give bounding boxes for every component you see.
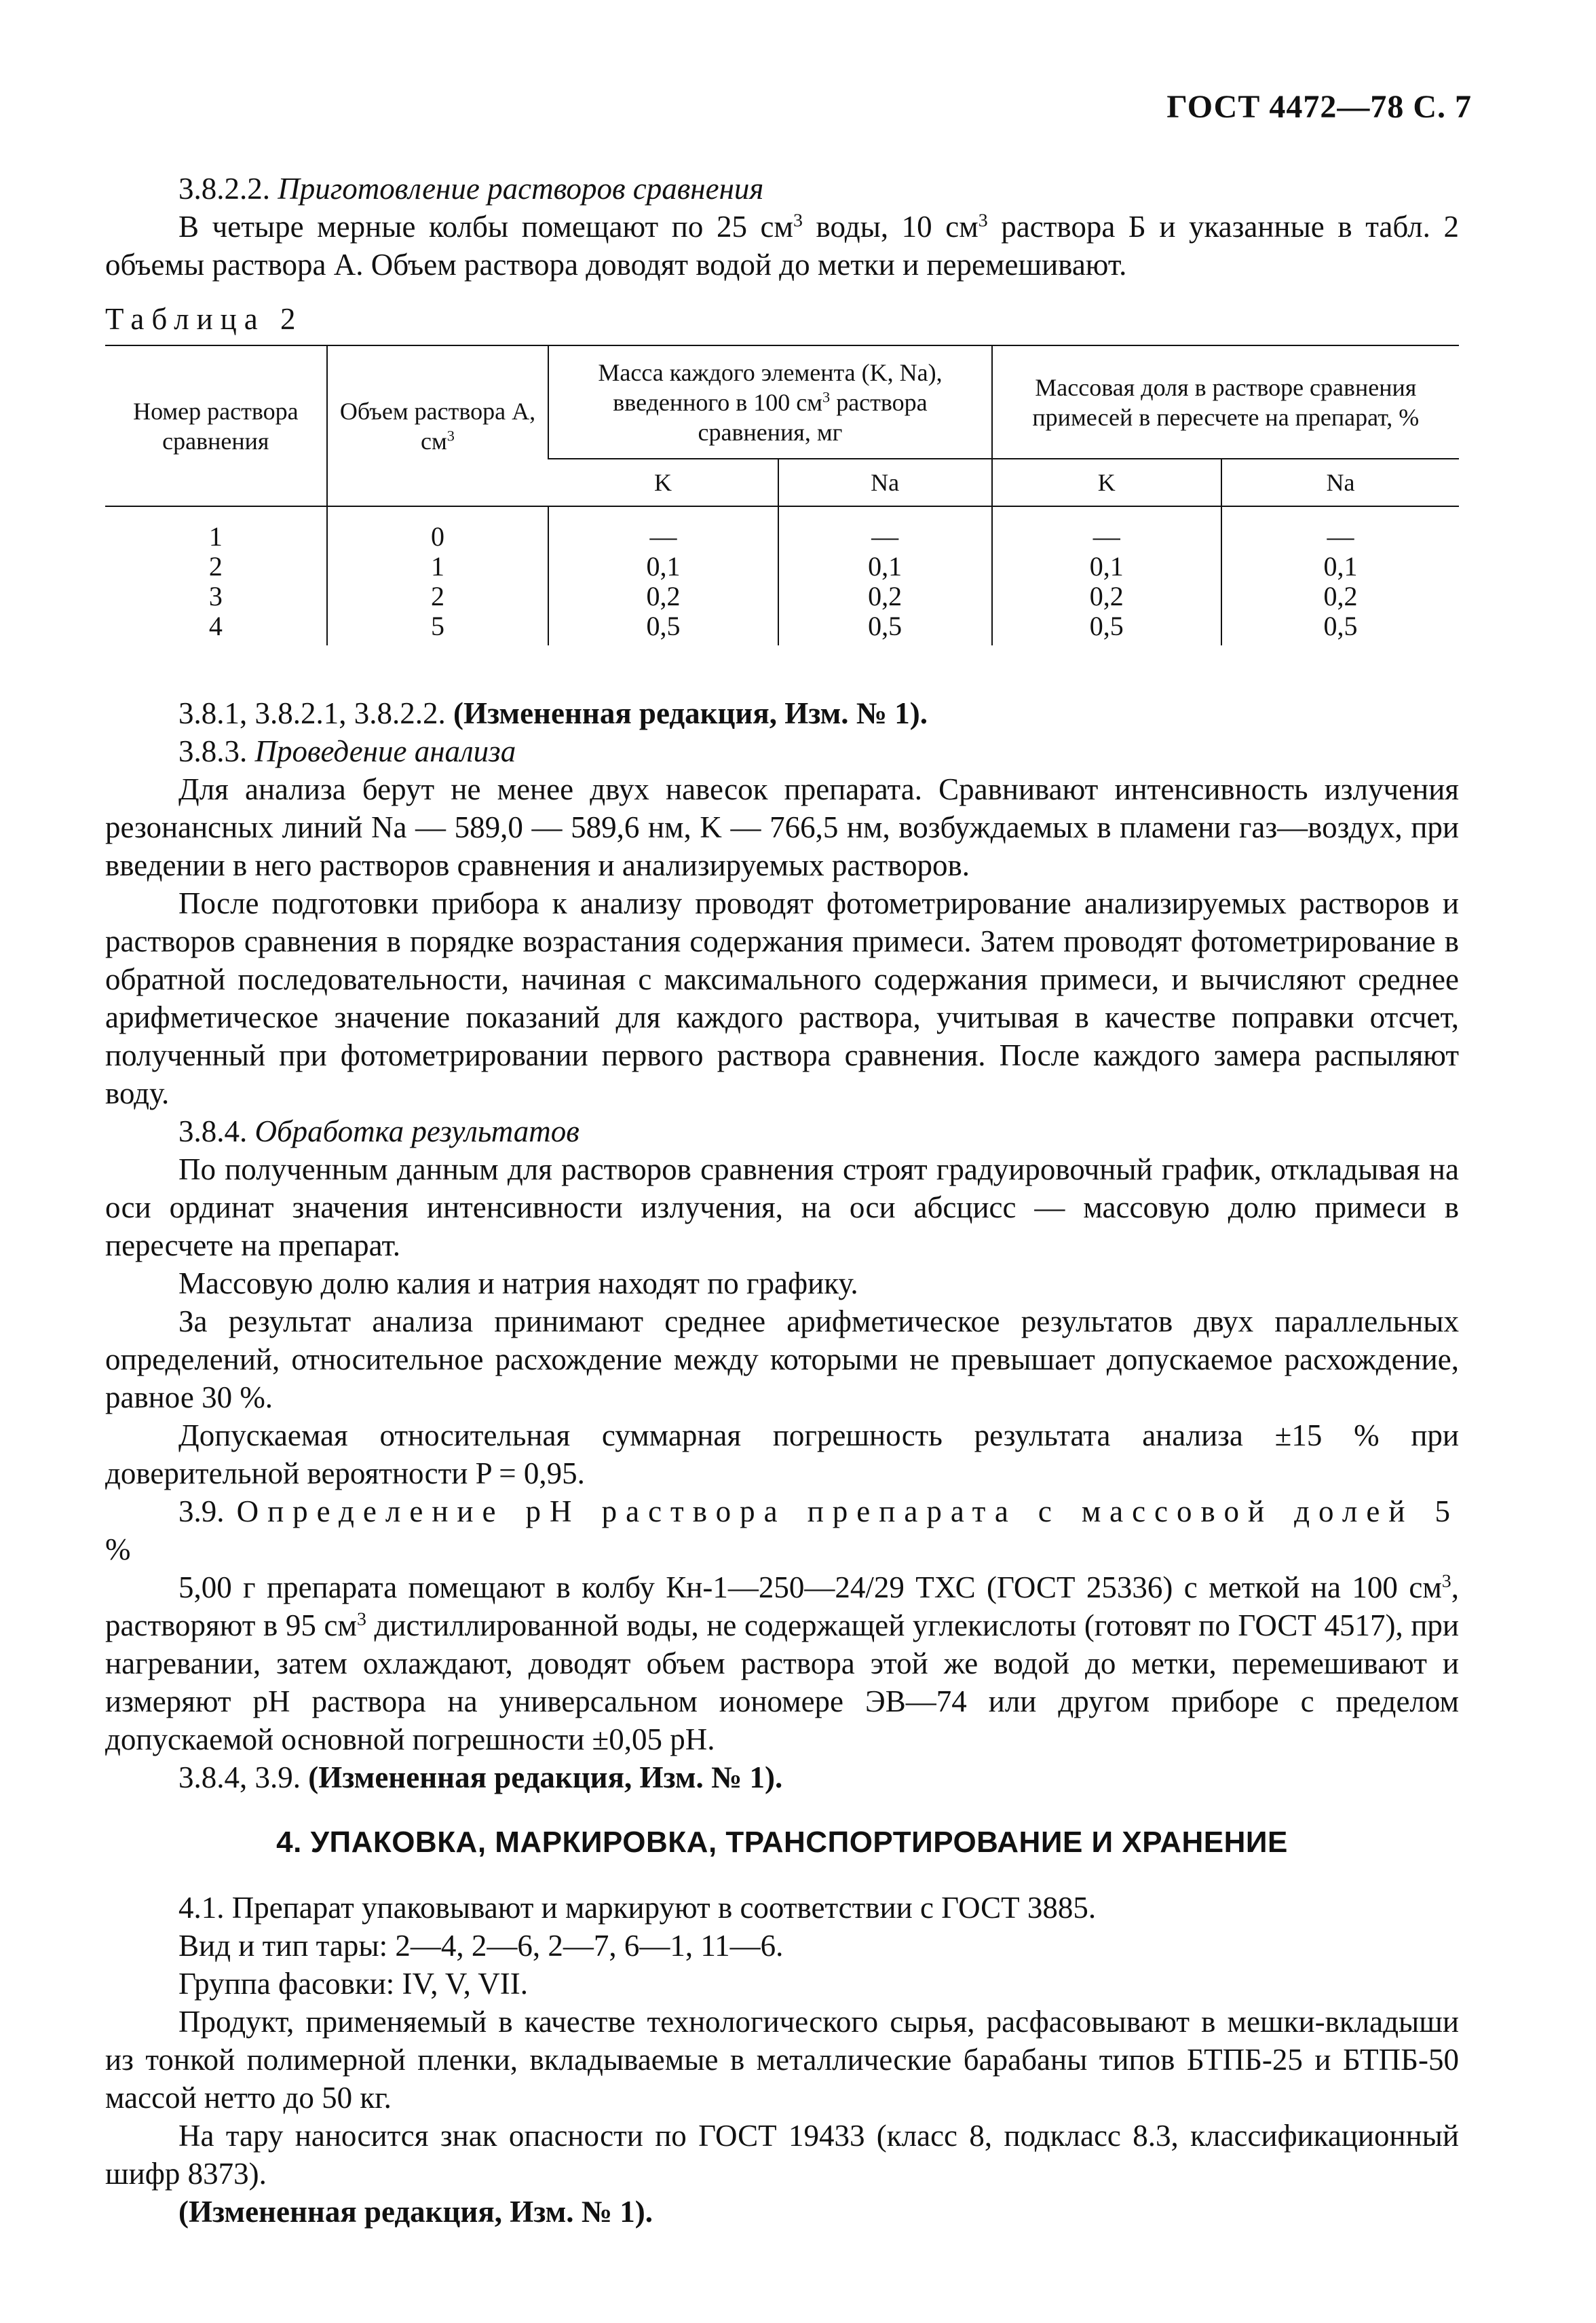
paragraph: Для анализа берут не менее двух навесок препарата. Сравнивают интенсивность излучения резонансных линий Na — 589,0 — 589,6 нм, K — 766,5 нм, возбуждаемых в пламени газ—воздух, при введении в него растворов сравнения и анализируемых растворов. (105, 772, 1459, 882)
section-number: 3.8.3. (178, 734, 248, 768)
table-cell: 5 (327, 611, 549, 645)
amendment-note (105, 694, 1459, 732)
table-cell: 0,5 (992, 611, 1221, 645)
header-volume: Объем раствора А, $см^3$ (327, 345, 549, 506)
table-cell: 0,1 (992, 552, 1221, 582)
section-number: 3.9. (178, 1494, 225, 1528)
table-cell: — (992, 506, 1221, 552)
superscript-3: 3 (356, 1608, 366, 1630)
page-content (105, 170, 1459, 2231)
table-cell: 3 (208, 581, 223, 611)
amendment-ref: 3.8.4, 3.9. (178, 1760, 301, 1794)
section-3-8-3-heading (105, 732, 1459, 770)
table-cell: 0,5 (548, 611, 778, 645)
table-caption: Таблица 2 (105, 302, 303, 336)
section-number: 3.8.4. (178, 1114, 248, 1148)
superscript-3: 3 (1441, 1570, 1451, 1592)
paragraph: По полученным данным для растворов сравнения строят градуировочный график, откладывая на оси ординат значения интенсивности излучения, на оси абсцисс — массовую долю примеси в пересчете на препарат. (105, 1152, 1459, 1262)
header-fraction: Массовая доля в растворе сравнения примесей в пересчете на препарат, % (992, 345, 1459, 459)
header-fraction-na: Na (1221, 459, 1459, 506)
paragraph: Допускаемая относительная суммарная погрешность результата анализа ±15 % при доверительной вероятности P = 0,95. (105, 1418, 1459, 1490)
table-cell: 0,1 (1221, 552, 1459, 582)
amendment-label: (Измененная редакция, Изм. № 1). (308, 1760, 783, 1794)
header-fraction-k: K (992, 459, 1221, 506)
page-header: ГОСТ 4472—78 С. 7 (1166, 89, 1472, 125)
section-3-8-2-2-heading (105, 170, 1459, 208)
section-number: 3.8.2.2. (178, 172, 270, 206)
table-cell: 0 (327, 506, 549, 552)
amendment-ref: 3.8.1, 3.8.2.1, 3.8.2.2. (178, 696, 446, 730)
amendment-label: (Измененная редакция, Изм. № 1). (178, 2195, 653, 2229)
header-mass: Масса каждого элемента (K, Na), введенного в 100 $см^3$ раствора сравнения, мг (548, 345, 991, 459)
paragraph: Группа фасовки: IV, V, VII. (178, 1967, 528, 2001)
superscript-3: 3 (446, 427, 455, 445)
table-cell: 0,2 (548, 582, 778, 611)
table-cell: 0,5 (1221, 611, 1459, 645)
table-cell: 2 (208, 551, 223, 582)
paragraph: После подготовки прибора к анализу проводят фотометрирование анализируемых растворов и растворов сравнения в порядке возрастания содержания примеси. Затем проводят фотометрирование в обратной последовательности, начиная с максимального содержания примеси, и вычисляют среднее арифметическое значение показаний для каждого раствора, учитывая в качестве поправки отсчет, полученный при фотометрировании первого раствора сравнения. После каждого замера распыляют воду. (105, 886, 1459, 1110)
table-cell: 0,2 (778, 582, 992, 611)
header-mass-na: Na (778, 459, 992, 506)
table-cell: 1 (327, 552, 549, 582)
table-row (105, 552, 1459, 582)
paragraph: В четыре мерные колбы помещают по 25 $см^3$ воды, 10 $см^3$ раствора Б и указанные в табл. 2 объемы раствора А. Объем раствора доводят водой до метки и перемешивают. (105, 210, 1459, 282)
table-cell: 2 (327, 582, 549, 611)
paragraph: Продукт, применяемый в качестве технологического сырья, расфасовывают в мешки-вкладыши из тонкой полимерной пленки, вкладываемые в металлические барабаны типов БТПБ-25 и БТПБ-50 массой нетто до 50 кг. (105, 2005, 1459, 2115)
table-cell: 0,1 (778, 552, 992, 582)
section-3-8-4-heading (105, 1112, 1459, 1150)
superscript-3: 3 (793, 210, 803, 231)
paragraph: На тару наносится знак опасности по ГОСТ 19433 (класс 8, подкласс 8.3, классификационный шифр 8373). (105, 2119, 1459, 2191)
superscript-3: 3 (822, 388, 831, 406)
section-title: Проведение анализа (254, 734, 516, 768)
section-title: Приготовление растворов сравнения (278, 172, 764, 206)
table-cell: 1 (208, 521, 223, 552)
header-solution-number: Номер раствора сравнения (105, 345, 327, 506)
table-cell: — (778, 506, 992, 552)
reference-solutions-table (105, 345, 1459, 645)
table-cell: — (1221, 506, 1459, 552)
table-cell: 0,2 (1221, 582, 1459, 611)
table-row (105, 506, 1459, 552)
table-row (105, 611, 1459, 645)
table-cell: 0,5 (778, 611, 992, 645)
section-title: Определение pH раствора препарата с массовой долей 5 % (105, 1494, 1460, 1566)
paragraph: 5,00 г препарата помещают в колбу Кн-1—250—24/29 ТХС (ГОСТ 25336) с меткой на 100 $см^3$, растворяют в 95 $см^3$ дистиллированной воды, не содержащей углекислоты (готовят по ГОСТ 4517), при нагревании, затем охлаждают, доводят объем раствора этой же водой до метки, перемешивают и измеряют pH раствора на универсальном иономере ЭВ—74 или другом приборе с пределом допускаемой основной погрешности ±0,05 pH. (105, 1570, 1459, 1756)
table-cell: — (548, 506, 778, 552)
amendment-note (105, 1758, 1459, 1796)
table-cell: 4 (208, 611, 223, 641)
amendment-label: (Измененная редакция, Изм. № 1). (453, 696, 928, 730)
paragraph: Массовую долю калия и натрия находят по графику. (178, 1266, 858, 1300)
paragraph: 4.1. Препарат упаковывают и маркируют в соответствии с ГОСТ 3885. (178, 1891, 1097, 1925)
table-cell: 0,2 (992, 582, 1221, 611)
superscript-3: 3 (978, 210, 988, 231)
section-4-title: 4. УПАКОВКА, МАРКИРОВКА, ТРАНСПОРТИРОВАНИЕ И ХРАНЕНИЕ (276, 1826, 1288, 1859)
header-mass-k: K (548, 459, 778, 506)
section-title: Обработка результатов (254, 1114, 580, 1148)
paragraph: Вид и тип тары: 2—4, 2—6, 2—7, 6—1, 11—6. (178, 1929, 784, 1963)
paragraph: За результат анализа принимают среднее арифметическое результатов двух параллельных определений, относительное расхождение между которыми не превышает допускаемое расхождение, равное 30 %. (105, 1304, 1459, 1414)
table-row (105, 582, 1459, 611)
section-3-9-heading (105, 1492, 1459, 1568)
table-cell: 0,1 (548, 552, 778, 582)
